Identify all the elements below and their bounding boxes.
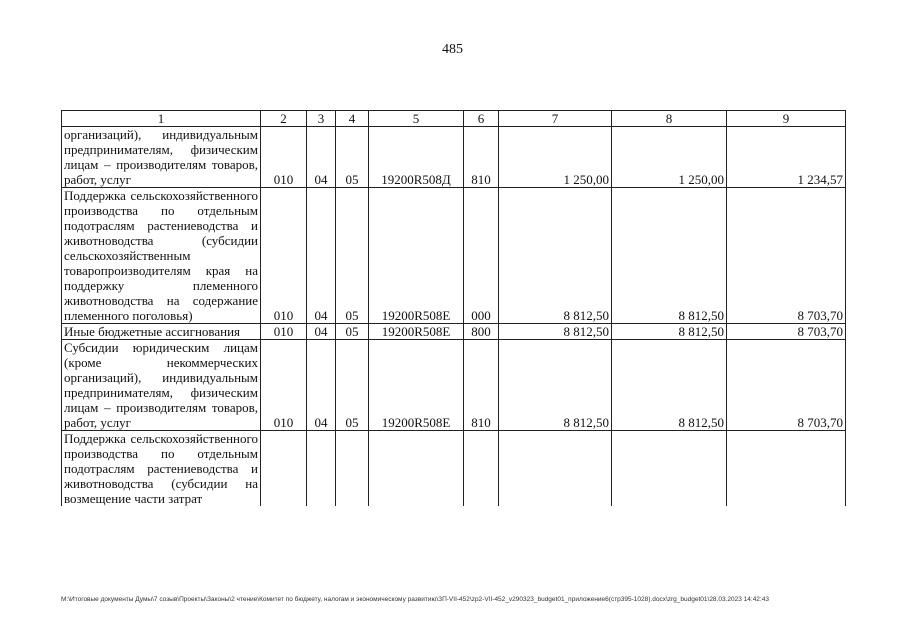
cell-amount-8: 8 812,50 bbox=[612, 324, 727, 340]
cell-amount-8: 8 812,50 bbox=[612, 340, 727, 431]
table-row bbox=[62, 188, 846, 324]
col-header-8: 8 bbox=[612, 111, 727, 127]
cell-expense-type: 810 bbox=[464, 127, 499, 188]
cell-amount-9: 1 234,57 bbox=[727, 127, 846, 188]
cell-ministry bbox=[261, 431, 307, 507]
header-row bbox=[62, 111, 846, 127]
table-row bbox=[62, 324, 846, 340]
cell-target-code: 19200R508Д bbox=[369, 127, 464, 188]
cell-target-code bbox=[369, 431, 464, 507]
cell-amount-7: 8 812,50 bbox=[499, 340, 612, 431]
col-header-3: 3 bbox=[307, 111, 336, 127]
cell-section: 04 bbox=[307, 188, 336, 324]
cell-target-code: 19200R508Е bbox=[369, 340, 464, 431]
table-row bbox=[62, 127, 846, 188]
cell-subsection: 05 bbox=[336, 340, 369, 431]
col-header-1: 1 bbox=[62, 111, 261, 127]
row-name: Поддержка сельскохозяйственного производства по отдельным подотраслям растениеводства и животноводства (субсидии на возмещение части затрат bbox=[62, 431, 261, 507]
col-header-4: 4 bbox=[336, 111, 369, 127]
cell-amount-7: 1 250,00 bbox=[499, 127, 612, 188]
row-name: Поддержка сельскохозяйственного производства по отдельным подотраслям растениеводства и животноводства (субсидии сельскохозяйственным товаропроизводителям края на поддержку племенного животноводства на содержание племенного поголовья) bbox=[62, 188, 261, 324]
cell-expense-type: 800 bbox=[464, 324, 499, 340]
cell-amount-7 bbox=[499, 431, 612, 507]
cell-section bbox=[307, 431, 336, 507]
budget-table bbox=[61, 110, 846, 506]
cell-section: 04 bbox=[307, 324, 336, 340]
cell-subsection: 05 bbox=[336, 324, 369, 340]
cell-ministry: 010 bbox=[261, 188, 307, 324]
cell-amount-8: 8 812,50 bbox=[612, 188, 727, 324]
row-name: Иные бюджетные ассигнования bbox=[62, 324, 261, 340]
col-header-6: 6 bbox=[464, 111, 499, 127]
cell-amount-9: 8 703,70 bbox=[727, 324, 846, 340]
cell-amount-8 bbox=[612, 431, 727, 507]
col-header-5: 5 bbox=[369, 111, 464, 127]
page-number: 485 bbox=[442, 42, 463, 57]
document-path-footer: М:\Итоговые документы Думы\7 созыв\Проекты\Законы\2 чтение\Комитет по бюджету, налогам и экономическому развитию\ЗП-VII-452\zp2-VII-452_v290323_budget01_приложение6(стр395-1028).docx\zrg_budget01\28.03.2023 14:42:43 bbox=[61, 596, 769, 603]
cell-target-code: 19200R508Е bbox=[369, 324, 464, 340]
cell-ministry: 010 bbox=[261, 340, 307, 431]
cell-subsection bbox=[336, 431, 369, 507]
row-name: организаций), индивидуальным предпринимателям, физическим лицам – производителям товаров, работ, услуг bbox=[62, 127, 261, 188]
cell-subsection: 05 bbox=[336, 188, 369, 324]
cell-amount-9: 8 703,70 bbox=[727, 340, 846, 431]
cell-expense-type: 810 bbox=[464, 340, 499, 431]
cell-amount-7: 8 812,50 bbox=[499, 324, 612, 340]
col-header-7: 7 bbox=[499, 111, 612, 127]
table-row bbox=[62, 431, 846, 507]
cell-target-code: 19200R508Е bbox=[369, 188, 464, 324]
table-row bbox=[62, 340, 846, 431]
cell-amount-9: 8 703,70 bbox=[727, 188, 846, 324]
cell-amount-8: 1 250,00 bbox=[612, 127, 727, 188]
row-name: Субсидии юридическим лицам (кроме некоммерческих организаций), индивидуальным предпринимателям, физическим лицам – производителям товаров, работ, услуг bbox=[62, 340, 261, 431]
cell-amount-9 bbox=[727, 431, 846, 507]
cell-section: 04 bbox=[307, 127, 336, 188]
cell-section: 04 bbox=[307, 340, 336, 431]
cell-amount-7: 8 812,50 bbox=[499, 188, 612, 324]
col-header-9: 9 bbox=[727, 111, 846, 127]
cell-subsection: 05 bbox=[336, 127, 369, 188]
cell-ministry: 010 bbox=[261, 127, 307, 188]
col-header-2: 2 bbox=[261, 111, 307, 127]
cell-expense-type bbox=[464, 431, 499, 507]
cell-ministry: 010 bbox=[261, 324, 307, 340]
cell-expense-type: 000 bbox=[464, 188, 499, 324]
